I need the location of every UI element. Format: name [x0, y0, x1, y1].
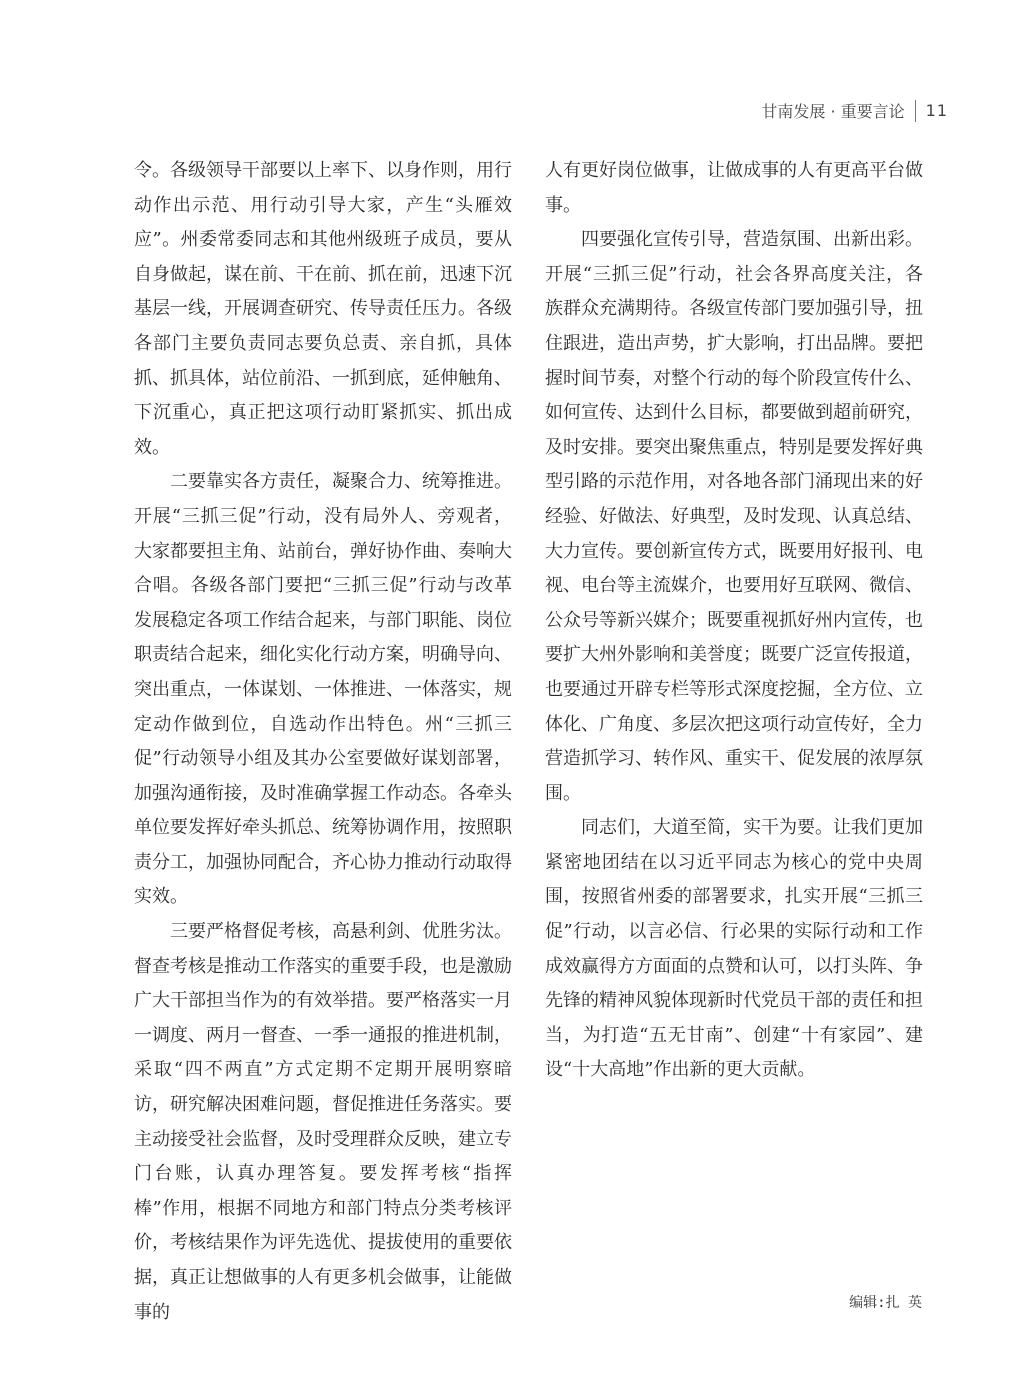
paragraph: 三要严格督促考核，高悬利剑、优胜劣汰。督查考核是推动工作落实的重要手段，也是激励广大干部担当作为的有效举措。要严格落实一月一调度、两月一督查、一季一通报的推进机制，采取“四不两直”方式定期不定期开展明察暗访，研究解决困难问题，督促推进任务落实。要主动接受社会监督，及时受理群众反映，建立专门台账，认真办理答复。要发挥考核“指挥棒”作用，根据不同地方和部门特点分类考核评价，考核结果作为评先选优、提拔使用的重要依据，真正让想做事的人有更多机会做事，让能做事的 — [134, 921, 512, 1323]
running-header — [761, 99, 948, 122]
header-divider — [915, 100, 916, 122]
right-column — [545, 154, 923, 1088]
page-number: 11 — [925, 101, 948, 120]
left-column — [134, 154, 512, 1330]
paragraph: 二要靠实各方责任，凝聚合力、统筹推进。开展“三抓三促”行动，没有局外人、旁观者，大家都要担主角、站前台，弹好协作曲、奏响大合唱。各级各部门要把“三抓三促”行动与改革发展稳定各项工作结合起来，与部门职能、岗位职责结合起来，细化实化行动方案，明确导向、突出重点，一体谋划、一体推进、一体落实，规定动作做到位，自选动作出特色。州“三抓三促”行动领导小组及其办公室要做好谋划部署，加强沟通衔接，及时准确掌握工作动态。各牵头单位要发挥好牵头抓总、统筹协调作用，按照职责分工，加强协同配合，齐心协力推动行动取得实效。 — [134, 471, 512, 908]
paragraph: 人有更好岗位做事，让做成事的人有更高平台做事。 — [545, 160, 923, 216]
paragraph: 四要强化宣传引导，营造氛围、出新出彩。开展“三抓三促”行动，社会各界高度关注，各族群众充满期待。各级宣传部门要加强引导，扭住跟进，造出声势，扩大影响，打出品牌。要把握时间节奏，对整个行动的每个阶段宣传什么、如何宣传、达到什么目标，都要做到超前研究，及时安排。要突出聚焦重点，特别是要发挥好典型引路的示范作用，对各地各部门涌现出来的好经验、好做法、好典型，及时发现、认真总结、大力宣传。要创新宣传方式，既要用好报刊、电视、电台等主流媒介，也要用好互联网、微信、公众号等新兴媒介；既要重视抓好州内宣传，也要扩大州外影响和美誉度；既要广泛宣传报道，也要通过开辟专栏等形式深度挖掘，全方位、立体化、广角度、多层次把这项行动宣传好，全力营造抓学习、转作风、重实干、促发展的浓厚氛围。 — [545, 229, 923, 804]
paragraph: 令。各级领导干部要以上率下、以身作则，用行动作出示范、用行动引导大家，产生“头雁效应”。州委常委同志和其他州级班子成员，要从自身做起，谋在前、干在前、抓在前，迅速下沉基层一线，开展调查研究、传导责任压力。各级各部门主要负责同志要负总责、亲自抓，具体抓、抓具体，站位前沿、一抓到底，延伸触角、下沉重心，真正把这项行动盯紧抓实、抓出成效。 — [134, 160, 512, 458]
editor-credit: 编辑:扎 英 — [849, 1295, 922, 1311]
section-title: 甘南发展 · 重要言论 — [761, 102, 905, 121]
paragraph: 同志们，大道至简，实干为要。让我们更加紧密地团结在以习近平同志为核心的党中央周围，按照省州委的部署要求，扎实开展“三抓三促”行动，以言必信、行必果的实际行动和工作成效赢得方方面面的点赞和认可，以打头阵、争先锋的精神风貌体现新时代党员干部的责任和担当，为打造“五无甘南”、创建“十有家园”、建设“十大高地”作出新的更大贡献。 — [545, 817, 923, 1081]
